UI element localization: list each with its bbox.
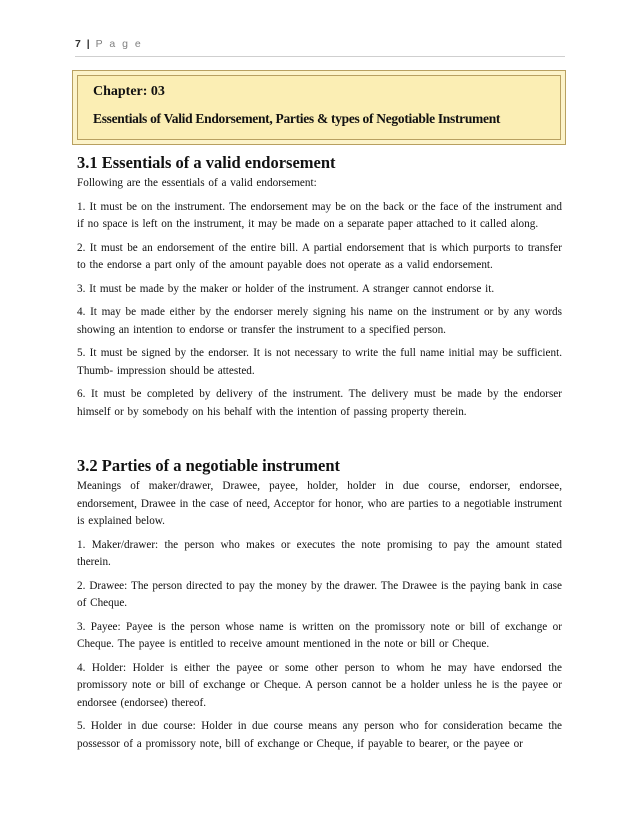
section-spacer bbox=[77, 427, 562, 455]
essential-item: 2. It must be an endorsement of the entire bill. A partial endorsement that is which purports to transfer to the endorse a part only of the amount payable does not operate as a valid endorsement. bbox=[77, 241, 562, 271]
chapter-title: Chapter: 03 bbox=[93, 84, 165, 99]
chapter-banner bbox=[72, 70, 566, 145]
section-heading-essentials: 3.1 Essentials of a valid endorsement bbox=[77, 153, 336, 172]
party-item: 1. Maker/drawer: the person who makes or executes the note promising to pay the amount stated therein. bbox=[77, 538, 562, 568]
essential-item: 4. It may be made either by the endorser merely signing his name on the instrument or by any words showing an intention to endorse or transfer the instrument to a specified person. bbox=[77, 306, 562, 336]
chapter-subtitle: Essentials of Valid Endorsement, Parties & types of Negotiable Instrument bbox=[93, 111, 501, 126]
page-header bbox=[75, 38, 565, 57]
section-heading-parties: 3.2 Parties of a negotiable instrument bbox=[77, 456, 341, 475]
party-item: 5. Holder in due course: Holder in due course means any person who for consideration became the possessor of a promissory note, bill of exchange or Cheque, if payable to bearer, or the payee or bbox=[77, 720, 562, 750]
essential-item: 3. It must be made by the maker or holder of the instrument. A stranger cannot endorse it. bbox=[77, 282, 495, 295]
header-separator: | bbox=[86, 38, 90, 50]
page-number: 7 bbox=[75, 38, 81, 50]
page-content bbox=[77, 152, 562, 759]
essential-item: 5. It must be signed by the endorser. It is not necessary to write the full name initial may be sufficient. Thumb- impression should be attested. bbox=[77, 347, 562, 377]
page-label: P a g e bbox=[95, 38, 143, 50]
chapter-banner-inner bbox=[77, 75, 561, 140]
essential-item: 6. It must be completed by delivery of the instrument. The delivery must be made by the endorser himself or by somebody on his behalf with the intention of passing property therein. bbox=[77, 388, 562, 418]
party-item: 4. Holder: Holder is either the payee or some other person to whom he may have endorsed the promissory note or bill of exchange or Cheque. A person cannot be a holder unless he is the payee or endorsee (endorsee) thereof. bbox=[77, 661, 562, 709]
party-item: 2. Drawee: The person directed to pay the money by the drawer. The Drawee is the paying bank in case of Cheque. bbox=[77, 579, 562, 609]
section-intro-parties: Meanings of maker/drawer, Drawee, payee, holder, holder in due course, endorser, endorsee, endorsement, Drawee in the case of need, Acceptor for honor, who are parties to a negotiable instrument is explained below. bbox=[77, 480, 562, 527]
section-intro-essentials: Following are the essentials of a valid endorsement: bbox=[77, 177, 317, 189]
essential-item: 1. It must be on the instrument. The endorsement may be on the back or the face of the instrument and if no space is left on the instrument, it may be made on a separate paper attached to it called along. bbox=[77, 200, 562, 230]
party-item: 3. Payee: Payee is the person whose name is written on the promissory note or bill of exchange or Cheque. The payee is entitled to receive amount mentioned in the note or bill or Cheque. bbox=[77, 620, 562, 650]
